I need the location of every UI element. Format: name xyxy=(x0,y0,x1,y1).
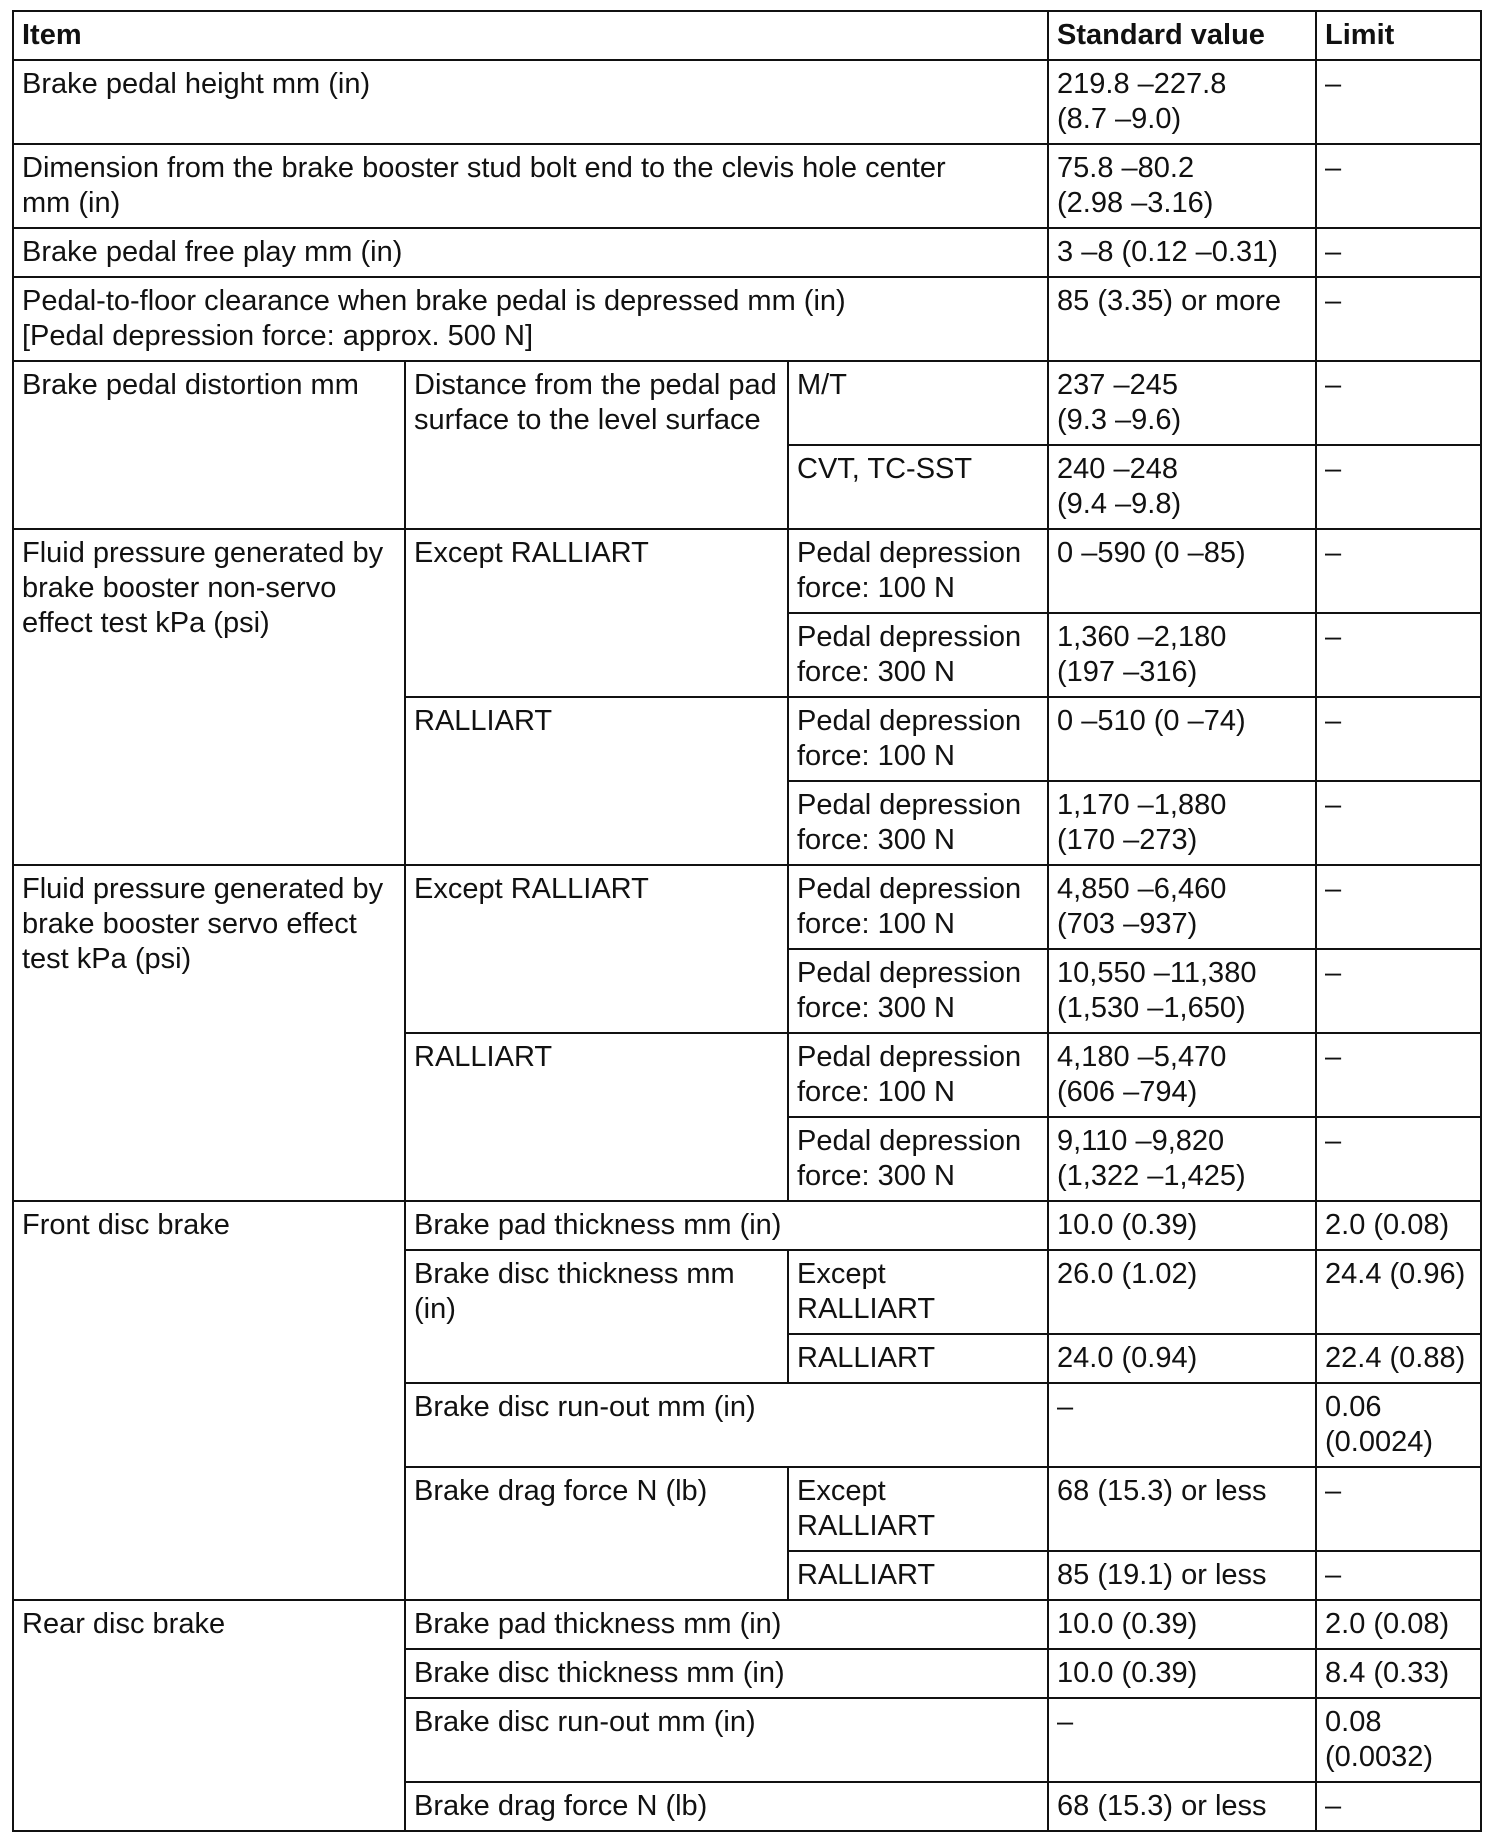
table-row xyxy=(13,529,1481,613)
limit-value: – xyxy=(1316,949,1481,1033)
table-row xyxy=(13,1201,1481,1250)
item-label: Brake pedal free play mm (in) xyxy=(13,228,1048,277)
condition-label: RALLIART xyxy=(788,1334,1048,1383)
limit-value: 2.0 (0.08) xyxy=(1316,1201,1481,1250)
standard-value: 240 –248 (9.4 –9.8) xyxy=(1048,445,1316,529)
item-label: Fluid pressure generated by brake booster non-servo effect test kPa (psi) xyxy=(13,529,405,865)
standard-value: 10.0 (0.39) xyxy=(1048,1649,1316,1698)
limit-value: – xyxy=(1316,1117,1481,1201)
condition-label: Pedal depression force: 300 N xyxy=(788,613,1048,697)
sub-item-label: Brake pad thickness mm (in) xyxy=(405,1600,1048,1649)
header-item: Item xyxy=(13,11,1048,60)
standard-value: 68 (15.3) or less xyxy=(1048,1782,1316,1831)
condition-label: Pedal depression force: 300 N xyxy=(788,1117,1048,1201)
header-row xyxy=(13,11,1481,60)
sub-item-label: Except RALLIART xyxy=(405,529,788,697)
sub-item-label: Brake disc thickness mm (in) xyxy=(405,1250,788,1383)
condition-label: Pedal depression force: 300 N xyxy=(788,781,1048,865)
standard-value: 219.8 –227.8 (8.7 –9.0) xyxy=(1048,60,1316,144)
condition-label: Pedal depression force: 100 N xyxy=(788,1033,1048,1117)
standard-value: 4,180 –5,470 (606 –794) xyxy=(1048,1033,1316,1117)
condition-label: Pedal depression force: 300 N xyxy=(788,949,1048,1033)
limit-value: – xyxy=(1316,1033,1481,1117)
limit-value: – xyxy=(1316,1467,1481,1551)
standard-value: – xyxy=(1048,1698,1316,1782)
item-label: Fluid pressure generated by brake booster servo effect test kPa (psi) xyxy=(13,865,405,1201)
limit-value: – xyxy=(1316,277,1481,361)
condition-label: Pedal depression force: 100 N xyxy=(788,697,1048,781)
specification-table xyxy=(12,10,1482,1832)
limit-value: – xyxy=(1316,228,1481,277)
sub-item-label: Brake disc run-out mm (in) xyxy=(405,1383,1048,1467)
limit-value: – xyxy=(1316,144,1481,228)
table-row xyxy=(13,277,1481,361)
limit-value: 2.0 (0.08) xyxy=(1316,1600,1481,1649)
limit-value: – xyxy=(1316,697,1481,781)
sub-item-label: Brake drag force N (lb) xyxy=(405,1782,1048,1831)
table-row xyxy=(13,865,1481,949)
sub-item-label: Distance from the pedal pad surface to the level surface xyxy=(405,361,788,529)
item-label: Brake pedal distortion mm xyxy=(13,361,405,529)
sub-item-label: Brake disc thickness mm (in) xyxy=(405,1649,1048,1698)
header-limit: Limit xyxy=(1316,11,1481,60)
condition-label: Pedal depression force: 100 N xyxy=(788,529,1048,613)
condition-label: Except RALLIART xyxy=(788,1250,1048,1334)
condition-label: M/T xyxy=(788,361,1048,445)
standard-value: 9,110 –9,820 (1,322 –1,425) xyxy=(1048,1117,1316,1201)
standard-value: 1,360 –2,180 (197 –316) xyxy=(1048,613,1316,697)
standard-value: 24.0 (0.94) xyxy=(1048,1334,1316,1383)
item-label: Pedal-to-floor clearance when brake pedal is depressed mm (in) [Pedal depression force: approx. 500 N] xyxy=(13,277,1048,361)
limit-value: – xyxy=(1316,865,1481,949)
standard-value: 0 –510 (0 –74) xyxy=(1048,697,1316,781)
sub-item-label: RALLIART xyxy=(405,1033,788,1201)
sub-item-label: Except RALLIART xyxy=(405,865,788,1033)
limit-value: – xyxy=(1316,60,1481,144)
limit-value: 0.06 (0.0024) xyxy=(1316,1383,1481,1467)
limit-value: – xyxy=(1316,613,1481,697)
limit-value: 24.4 (0.96) xyxy=(1316,1250,1481,1334)
limit-value: 22.4 (0.88) xyxy=(1316,1334,1481,1383)
item-label: Rear disc brake xyxy=(13,1600,405,1831)
header-standard-value: Standard value xyxy=(1048,11,1316,60)
condition-label: RALLIART xyxy=(788,1551,1048,1600)
limit-value: – xyxy=(1316,1782,1481,1831)
sub-item-label: RALLIART xyxy=(405,697,788,865)
standard-value: 10.0 (0.39) xyxy=(1048,1600,1316,1649)
standard-value: 4,850 –6,460 (703 –937) xyxy=(1048,865,1316,949)
condition-label: CVT, TC-SST xyxy=(788,445,1048,529)
table-row xyxy=(13,1600,1481,1649)
limit-value: 0.08 (0.0032) xyxy=(1316,1698,1481,1782)
limit-value: – xyxy=(1316,361,1481,445)
standard-value: 237 –245 (9.3 –9.6) xyxy=(1048,361,1316,445)
limit-value: – xyxy=(1316,445,1481,529)
table-row xyxy=(13,361,1481,445)
sub-item-label: Brake drag force N (lb) xyxy=(405,1467,788,1600)
standard-value: 0 –590 (0 –85) xyxy=(1048,529,1316,613)
standard-value: 10,550 –11,380 (1,530 –1,650) xyxy=(1048,949,1316,1033)
limit-value: 8.4 (0.33) xyxy=(1316,1649,1481,1698)
table-row xyxy=(13,60,1481,144)
standard-value: – xyxy=(1048,1383,1316,1467)
table-row xyxy=(13,228,1481,277)
item-label: Brake pedal height mm (in) xyxy=(13,60,1048,144)
standard-value: 10.0 (0.39) xyxy=(1048,1201,1316,1250)
standard-value: 85 (19.1) or less xyxy=(1048,1551,1316,1600)
limit-value: – xyxy=(1316,529,1481,613)
limit-value: – xyxy=(1316,781,1481,865)
condition-label: Except RALLIART xyxy=(788,1467,1048,1551)
standard-value: 26.0 (1.02) xyxy=(1048,1250,1316,1334)
sub-item-label: Brake disc run-out mm (in) xyxy=(405,1698,1048,1782)
item-label: Dimension from the brake booster stud bolt end to the clevis hole center mm (in) xyxy=(13,144,1048,228)
standard-value: 75.8 –80.2 (2.98 –3.16) xyxy=(1048,144,1316,228)
standard-value: 85 (3.35) or more xyxy=(1048,277,1316,361)
standard-value: 1,170 –1,880 (170 –273) xyxy=(1048,781,1316,865)
sub-item-label: Brake pad thickness mm (in) xyxy=(405,1201,1048,1250)
table-row xyxy=(13,144,1481,228)
standard-value: 68 (15.3) or less xyxy=(1048,1467,1316,1551)
item-label: Front disc brake xyxy=(13,1201,405,1600)
standard-value: 3 –8 (0.12 –0.31) xyxy=(1048,228,1316,277)
condition-label: Pedal depression force: 100 N xyxy=(788,865,1048,949)
limit-value: – xyxy=(1316,1551,1481,1600)
